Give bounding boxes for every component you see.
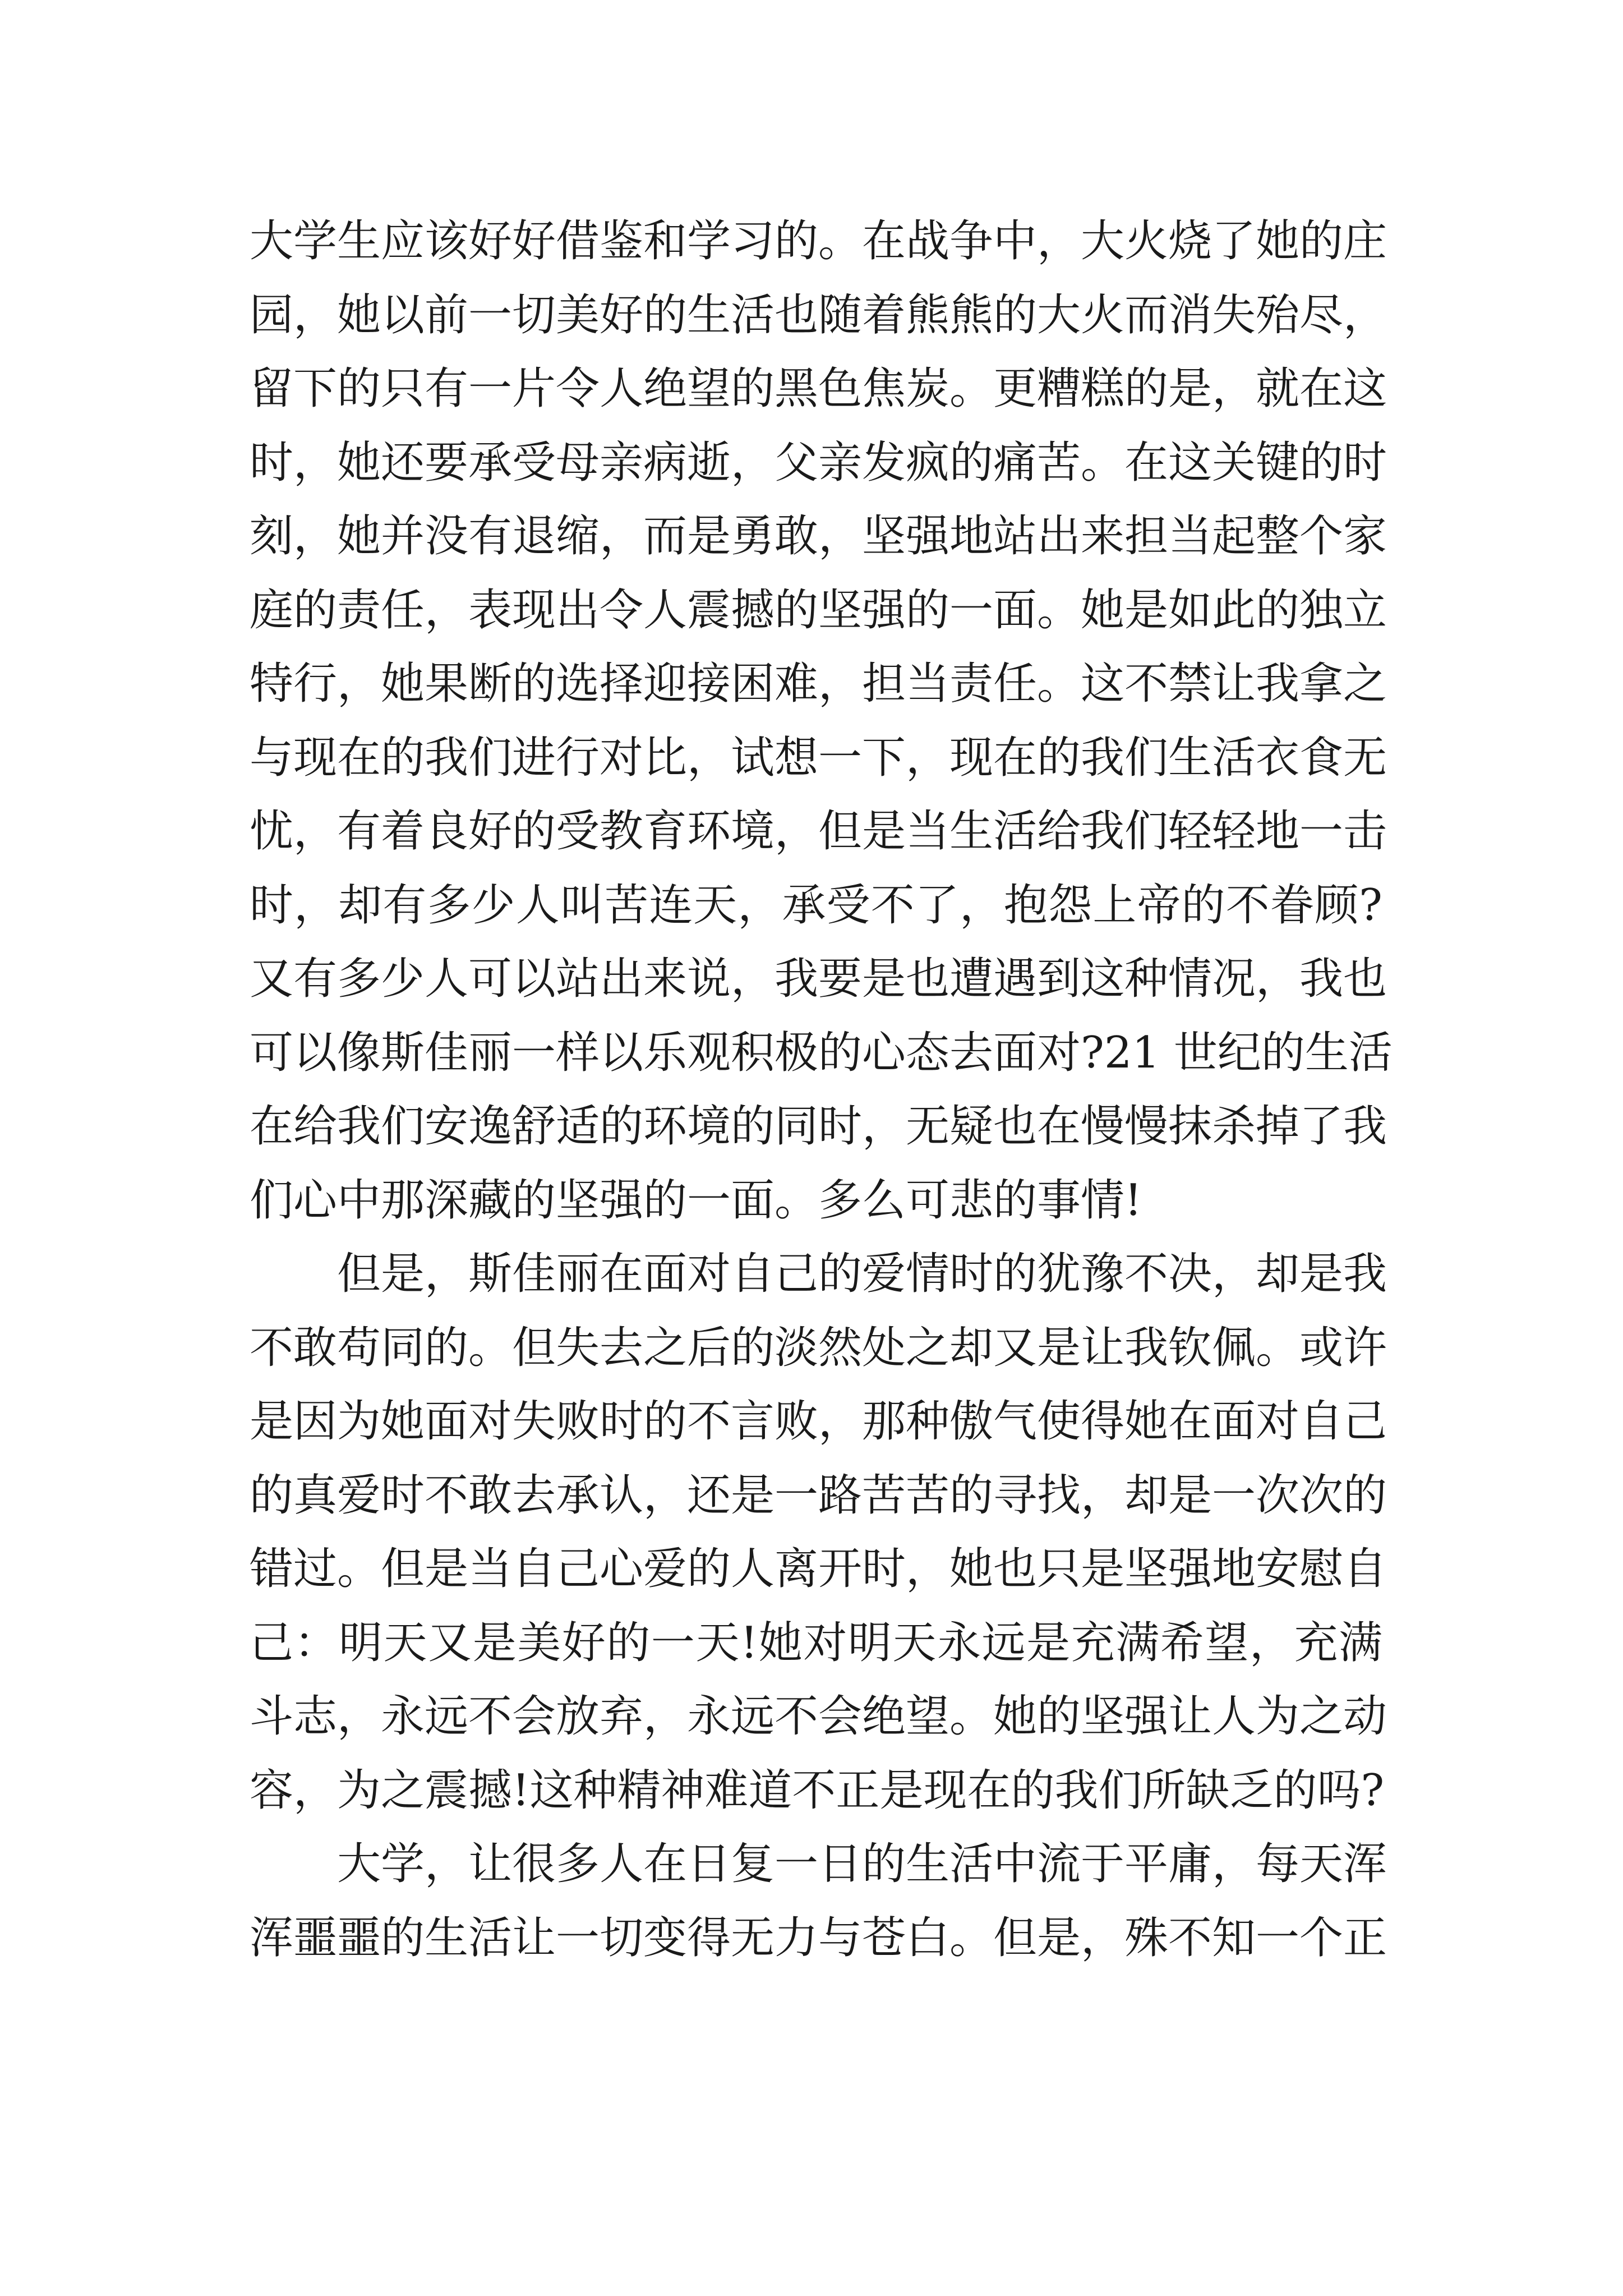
paragraph-first-line: 但是，斯佳丽在面对自己的爱情时的犹豫不决，却是我: [337, 1249, 1387, 1299]
text-line: 错过。但是当自己心爱的人离开时，她也只是坚强地安慰自: [250, 1544, 1387, 1594]
text-line: 时，却有多少人叫苦连天，承受不了，抱怨上帝的不眷顾?: [250, 880, 1382, 931]
text-line: 斗志，永远不会放弃，永远不会绝望。她的坚强让人为之动: [250, 1691, 1387, 1742]
text-line: 又有多少人可以站出来说，我要是也遭遇到这种情况，我也: [250, 954, 1387, 1004]
text-line: 的真爱时不敢去承认，还是一路苦苦的寻找，却是一次次的: [250, 1470, 1387, 1521]
text-line: 刻，她并没有退缩，而是勇敢，坚强地站出来担当起整个家: [250, 511, 1387, 562]
text-line: 留下的只有一片令人绝望的黑色焦炭。更糟糕的是，就在这: [250, 364, 1387, 414]
text-line: 们心中那深藏的坚强的一面。多么可悲的事情!: [250, 1175, 1142, 1226]
text-line: 时，她还要承受母亲病逝，父亲发疯的痛苦。在这关键的时: [250, 437, 1387, 488]
text-line: 在给我们安逸舒适的环境的同时，无疑也在慢慢抹杀掉了我: [250, 1101, 1387, 1152]
text-line: 与现在的我们进行对比，试想一下，现在的我们生活衣食无: [250, 732, 1387, 783]
text-line: 己：明天又是美好的一天!她对明天永远是充满希望，充满: [250, 1617, 1382, 1668]
text-line: 忧，有着良好的受教育环境，但是当生活给我们轻轻地一击: [250, 806, 1387, 857]
text-line: 可以像斯佳丽一样以乐观积极的心态去面对?21 世纪的生活: [250, 1027, 1393, 1078]
text-line: 是因为她面对失败时的不言败，那种傲气使得她在面对自己: [250, 1396, 1387, 1447]
paragraph-first-line: 大学，让很多人在日复一日的生活中流于平庸，每天浑: [337, 1839, 1387, 1889]
text-line: 特行，她果断的选择迎接困难，担当责任。这不禁让我拿之: [250, 659, 1387, 709]
text-line: 庭的责任，表现出令人震撼的坚强的一面。她是如此的独立: [250, 585, 1387, 636]
text-line: 园，她以前一切美好的生活也随着熊熊的大火而消失殆尽，: [250, 289, 1387, 341]
text-line: 不敢苟同的。但失去之后的淡然处之却又是让我钦佩。或许: [250, 1322, 1387, 1373]
text-line: 浑噩噩的生活让一切变得无力与苍白。但是，殊不知一个正: [250, 1912, 1387, 1963]
text-line: 容，为之震撼!这种精神难道不正是现在的我们所缺乏的吗?: [250, 1765, 1385, 1816]
text-line: 大学生应该好好借鉴和学习的。在战争中，大火烧了她的庄: [250, 216, 1387, 266]
body-text: [250, 205, 1393, 1975]
